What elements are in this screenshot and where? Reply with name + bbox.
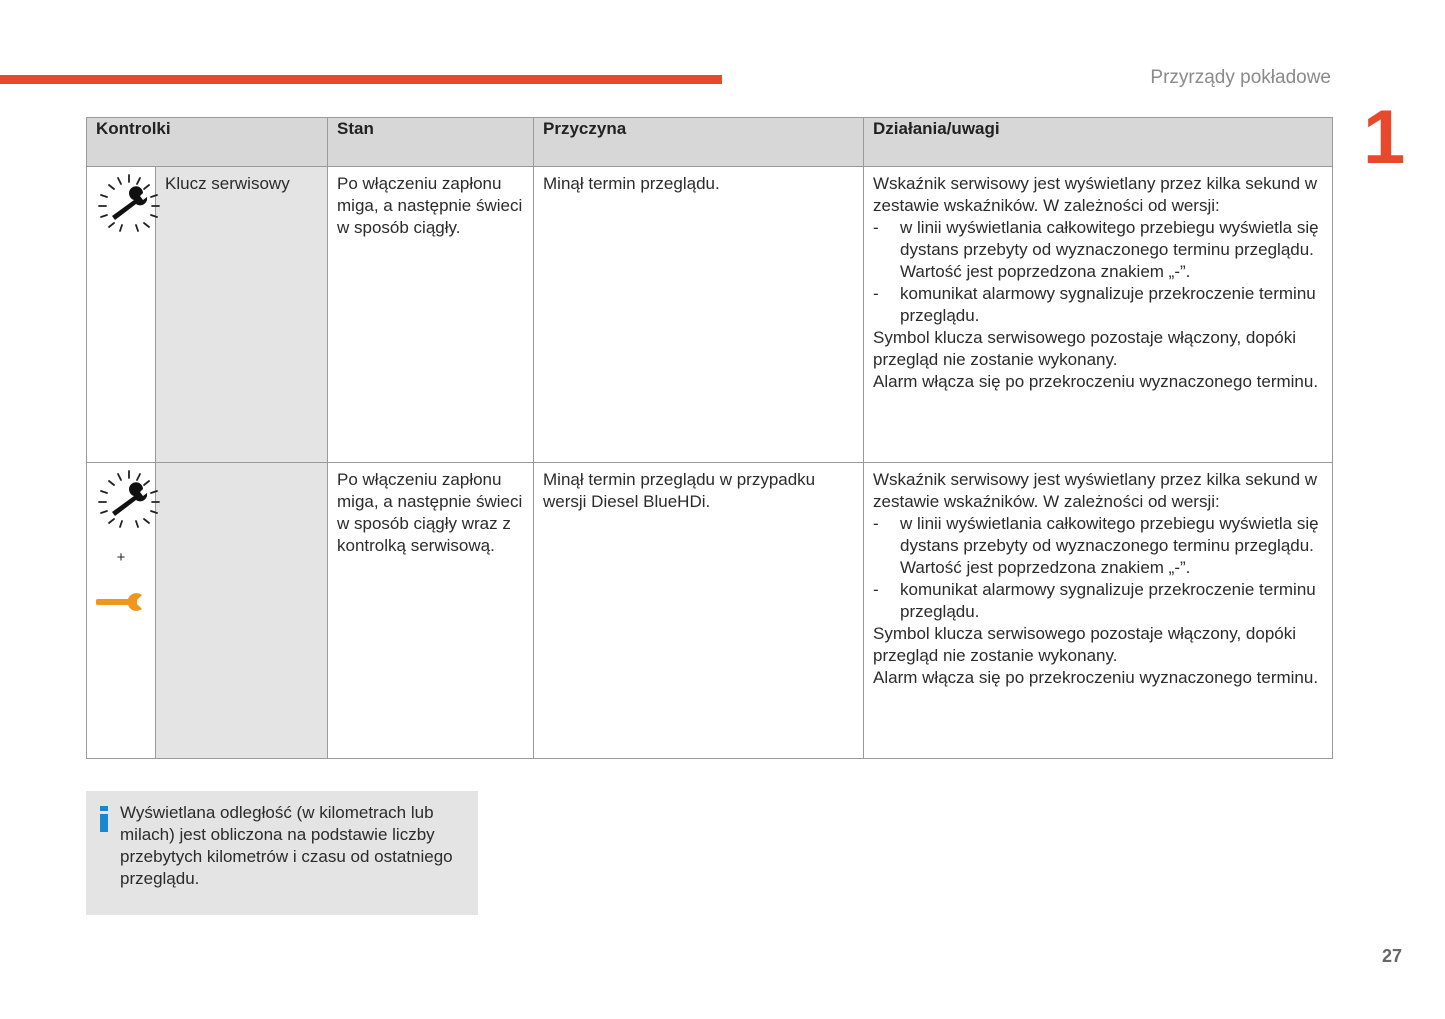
icon-cell	[87, 463, 156, 759]
list-item: - w linii wyświetlania całkowitego przebiegu wyświetla się dystans przebyty od wyznaczonego terminu przeglądu. Wartość jest poprzedzona znakiem „-”.	[873, 514, 1319, 577]
actions-note: Symbol klucza serwisowego pozostaje włączony, dopóki przegląd nie zostanie wykonany.	[873, 328, 1297, 369]
accent-bar	[0, 75, 722, 84]
page-number: 27	[1382, 946, 1403, 966]
service-wrench-orange-icon	[96, 598, 146, 617]
state-text: Po włączeniu zapłonu miga, a następnie świeci w sposób ciągły.	[328, 167, 534, 463]
actions-note: Alarm włącza się po przekroczeniu wyznaczonego terminu.	[873, 372, 1319, 391]
list-item: - w linii wyświetlania całkowitego przebiegu wyświetla się dystans przebyty od wyznaczonego terminu przeglądu. Wartość jest poprzedzona znakiem „-”.	[873, 218, 1319, 281]
state-text: Po włączeniu zapłonu miga, a następnie świeci w sposób ciągły wraz z kontrolką serwisową.	[328, 463, 534, 759]
control-name	[156, 463, 328, 759]
list-item: - komunikat alarmowy sygnalizuje przekroczenie terminu przeglądu.	[873, 580, 1316, 621]
table-header-row	[87, 118, 1333, 167]
warning-lights-table	[86, 117, 1333, 759]
table-row	[87, 463, 1333, 759]
header-przyczyna: Przyczyna	[534, 118, 864, 167]
actions-note: Alarm włącza się po przekroczeniu wyznaczonego terminu.	[873, 668, 1319, 687]
table-row	[87, 167, 1333, 463]
actions-cell	[864, 167, 1333, 463]
service-wrench-flashing-icon	[96, 218, 162, 237]
header-kontrolki: Kontrolki	[87, 118, 328, 167]
list-item: - komunikat alarmowy sygnalizuje przekroczenie terminu przeglądu.	[873, 284, 1316, 325]
cause-text: Minął termin przeglądu.	[534, 167, 864, 463]
list-item-text: w linii wyświetlania całkowitego przebiegu wyświetla się dystans przebyty od wyznaczonego terminu przeglądu. Wartość jest poprzedzona znakiem „-”.	[900, 514, 1319, 577]
list-item-text: komunikat alarmowy sygnalizuje przekroczenie terminu przeglądu.	[900, 580, 1316, 621]
list-item-text: komunikat alarmowy sygnalizuje przekroczenie terminu przeglądu.	[900, 284, 1316, 325]
header-dzialania: Działania/uwagi	[864, 118, 1333, 167]
section-title: Przyrządy pokładowe	[1150, 67, 1331, 88]
header-stan: Stan	[328, 118, 534, 167]
actions-cell	[864, 463, 1333, 759]
chapter-number: 1	[1363, 95, 1406, 180]
info-text: Wyświetlana odległość (w kilometrach lub milach) jest obliczona na podstawie liczby przebytych kilometrów i czasu od ostatniego przeglądu.	[120, 803, 453, 888]
actions-intro: Wskaźnik serwisowy jest wyświetlany przez kilka sekund w zestawie wskaźników. W zależności od wersji:	[873, 174, 1318, 215]
list-item-text: w linii wyświetlania całkowitego przebiegu wyświetla się dystans przebyty od wyznaczonego terminu przeglądu. Wartość jest poprzedzona znakiem „-”.	[900, 218, 1319, 281]
info-box	[86, 791, 478, 915]
info-icon	[99, 806, 109, 837]
control-name: Klucz serwisowy	[156, 167, 328, 463]
actions-intro: Wskaźnik serwisowy jest wyświetlany przez kilka sekund w zestawie wskaźników. W zależności od wersji:	[873, 470, 1318, 511]
actions-note: Symbol klucza serwisowego pozostaje włączony, dopóki przegląd nie zostanie wykonany.	[873, 624, 1297, 665]
cause-text: Minął termin przeglądu w przypadku wersji Diesel BlueHDi.	[534, 463, 864, 759]
service-wrench-flashing-icon	[96, 514, 162, 533]
plus-sign: +	[116, 549, 126, 566]
icon-cell	[87, 167, 156, 463]
